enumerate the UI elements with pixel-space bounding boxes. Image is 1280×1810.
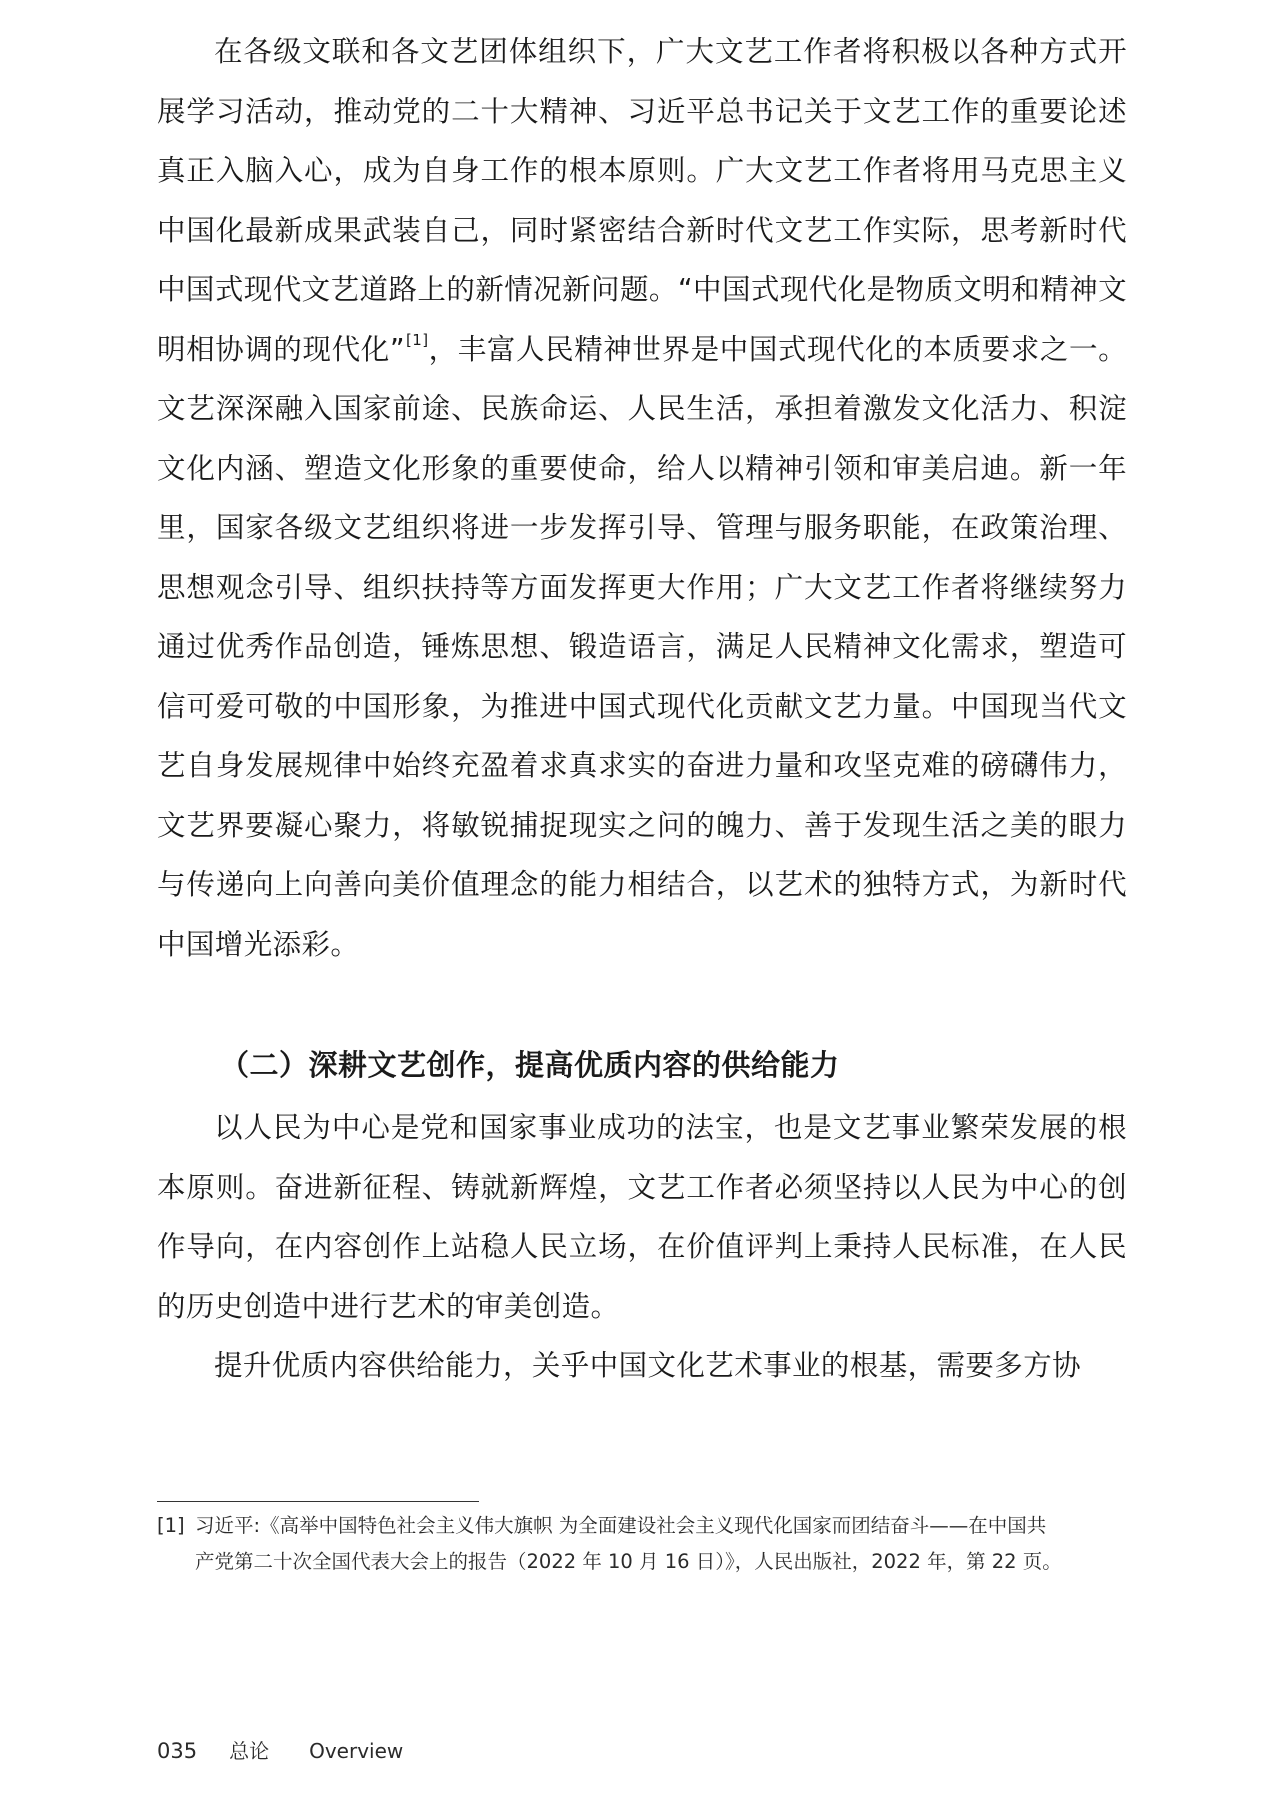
- paragraph-3: 提升优质内容供给能力，关乎中国文化艺术事业的根基，需要多方协: [214, 1349, 1082, 1382]
- page-footer: [157, 1735, 403, 1764]
- page-number: 035: [157, 1739, 198, 1763]
- footnote: [157, 1508, 1125, 1580]
- footnote-number: [1]: [157, 1514, 185, 1537]
- footnote-line-1: [157, 1508, 1125, 1544]
- paragraph-1: [157, 22, 1127, 974]
- footnote-text-line-2: 产党第二十次全国代表大会上的报告（2022 年 10 月 16 日）》，人民出版社，2022 年，第 22 页。: [195, 1550, 1062, 1573]
- paragraph-1-text-b: ，丰富人民精神世界是中国式现代化的本质要求之一。文艺深深融入国家前途、民族命运、人民生活，承担着激发文化活力、积淀文化内涵、塑造文化形象的重要使命，给人以精神引领和审美启迪。新一年里，国家各级文艺组织将进一步发挥引导、管理与服务职能，在政策治理、思想观念引导、组织扶持等方面发挥更大作用；广大文艺工作者将继续努力通过优秀作品创造，锤炼思想、锻造语言，满足人民精神文化需求，塑造可信可爱可敬的中国形象，为推进中国式现代化贡献文艺力量。中国现当代文艺自身发展规律中始终充盈着求真求实的奋进力量和攻坚克难的磅礴伟力，文艺界要凝心聚力，将敏锐捕捉现实之问的魄力、善于发现生活之美的眼力与传递向上向善向美价值理念的能力相结合，以艺术的独特方式，为新时代中国增光添彩。: [157, 332, 1127, 961]
- section-name-chinese: 总论: [229, 1739, 270, 1763]
- paragraph-2: 以人民为中心是党和国家事业成功的法宝，也是文艺事业繁荣发展的根本原则。奋进新征程、铸就新辉煌，文艺工作者必须坚持以人民为中心的创作导向，在内容创作上站稳人民立场，在价值评判上秉持人民标准，在人民的历史创造中进行艺术的审美创造。: [157, 1111, 1127, 1323]
- footnote-divider: [157, 1501, 479, 1502]
- section-heading: （二）深耕文艺创作，提高优质内容的供给能力: [220, 1048, 840, 1082]
- footnote-text-line-1: 习近平:《高举中国特色社会主义伟大旗帜 为全面建设社会主义现代化国家而团结奋斗——在中国共: [195, 1514, 1047, 1537]
- paragraph-1-text-a: 在各级文联和各文艺团体组织下，广大文艺工作者将积极以各种方式开展学习活动，推动党的二十大精神、习近平总书记关于文艺工作的重要论述真正入脑入心，成为自身工作的根本原则。广大文艺工作者将用马克思主义中国化最新成果武装自己，同时紧密结合新时代文艺工作实际，思考新时代中国式现代文艺道路上的新情况新问题。“中国式现代化是物质文明和精神文明相协调的现代化”: [157, 35, 1127, 366]
- body-text-block-2: [157, 1098, 1127, 1396]
- footnote-reference-mark[interactable]: [1]: [406, 330, 429, 349]
- section-name-english: Overview: [309, 1739, 404, 1763]
- body-text-block-1: [157, 22, 1127, 974]
